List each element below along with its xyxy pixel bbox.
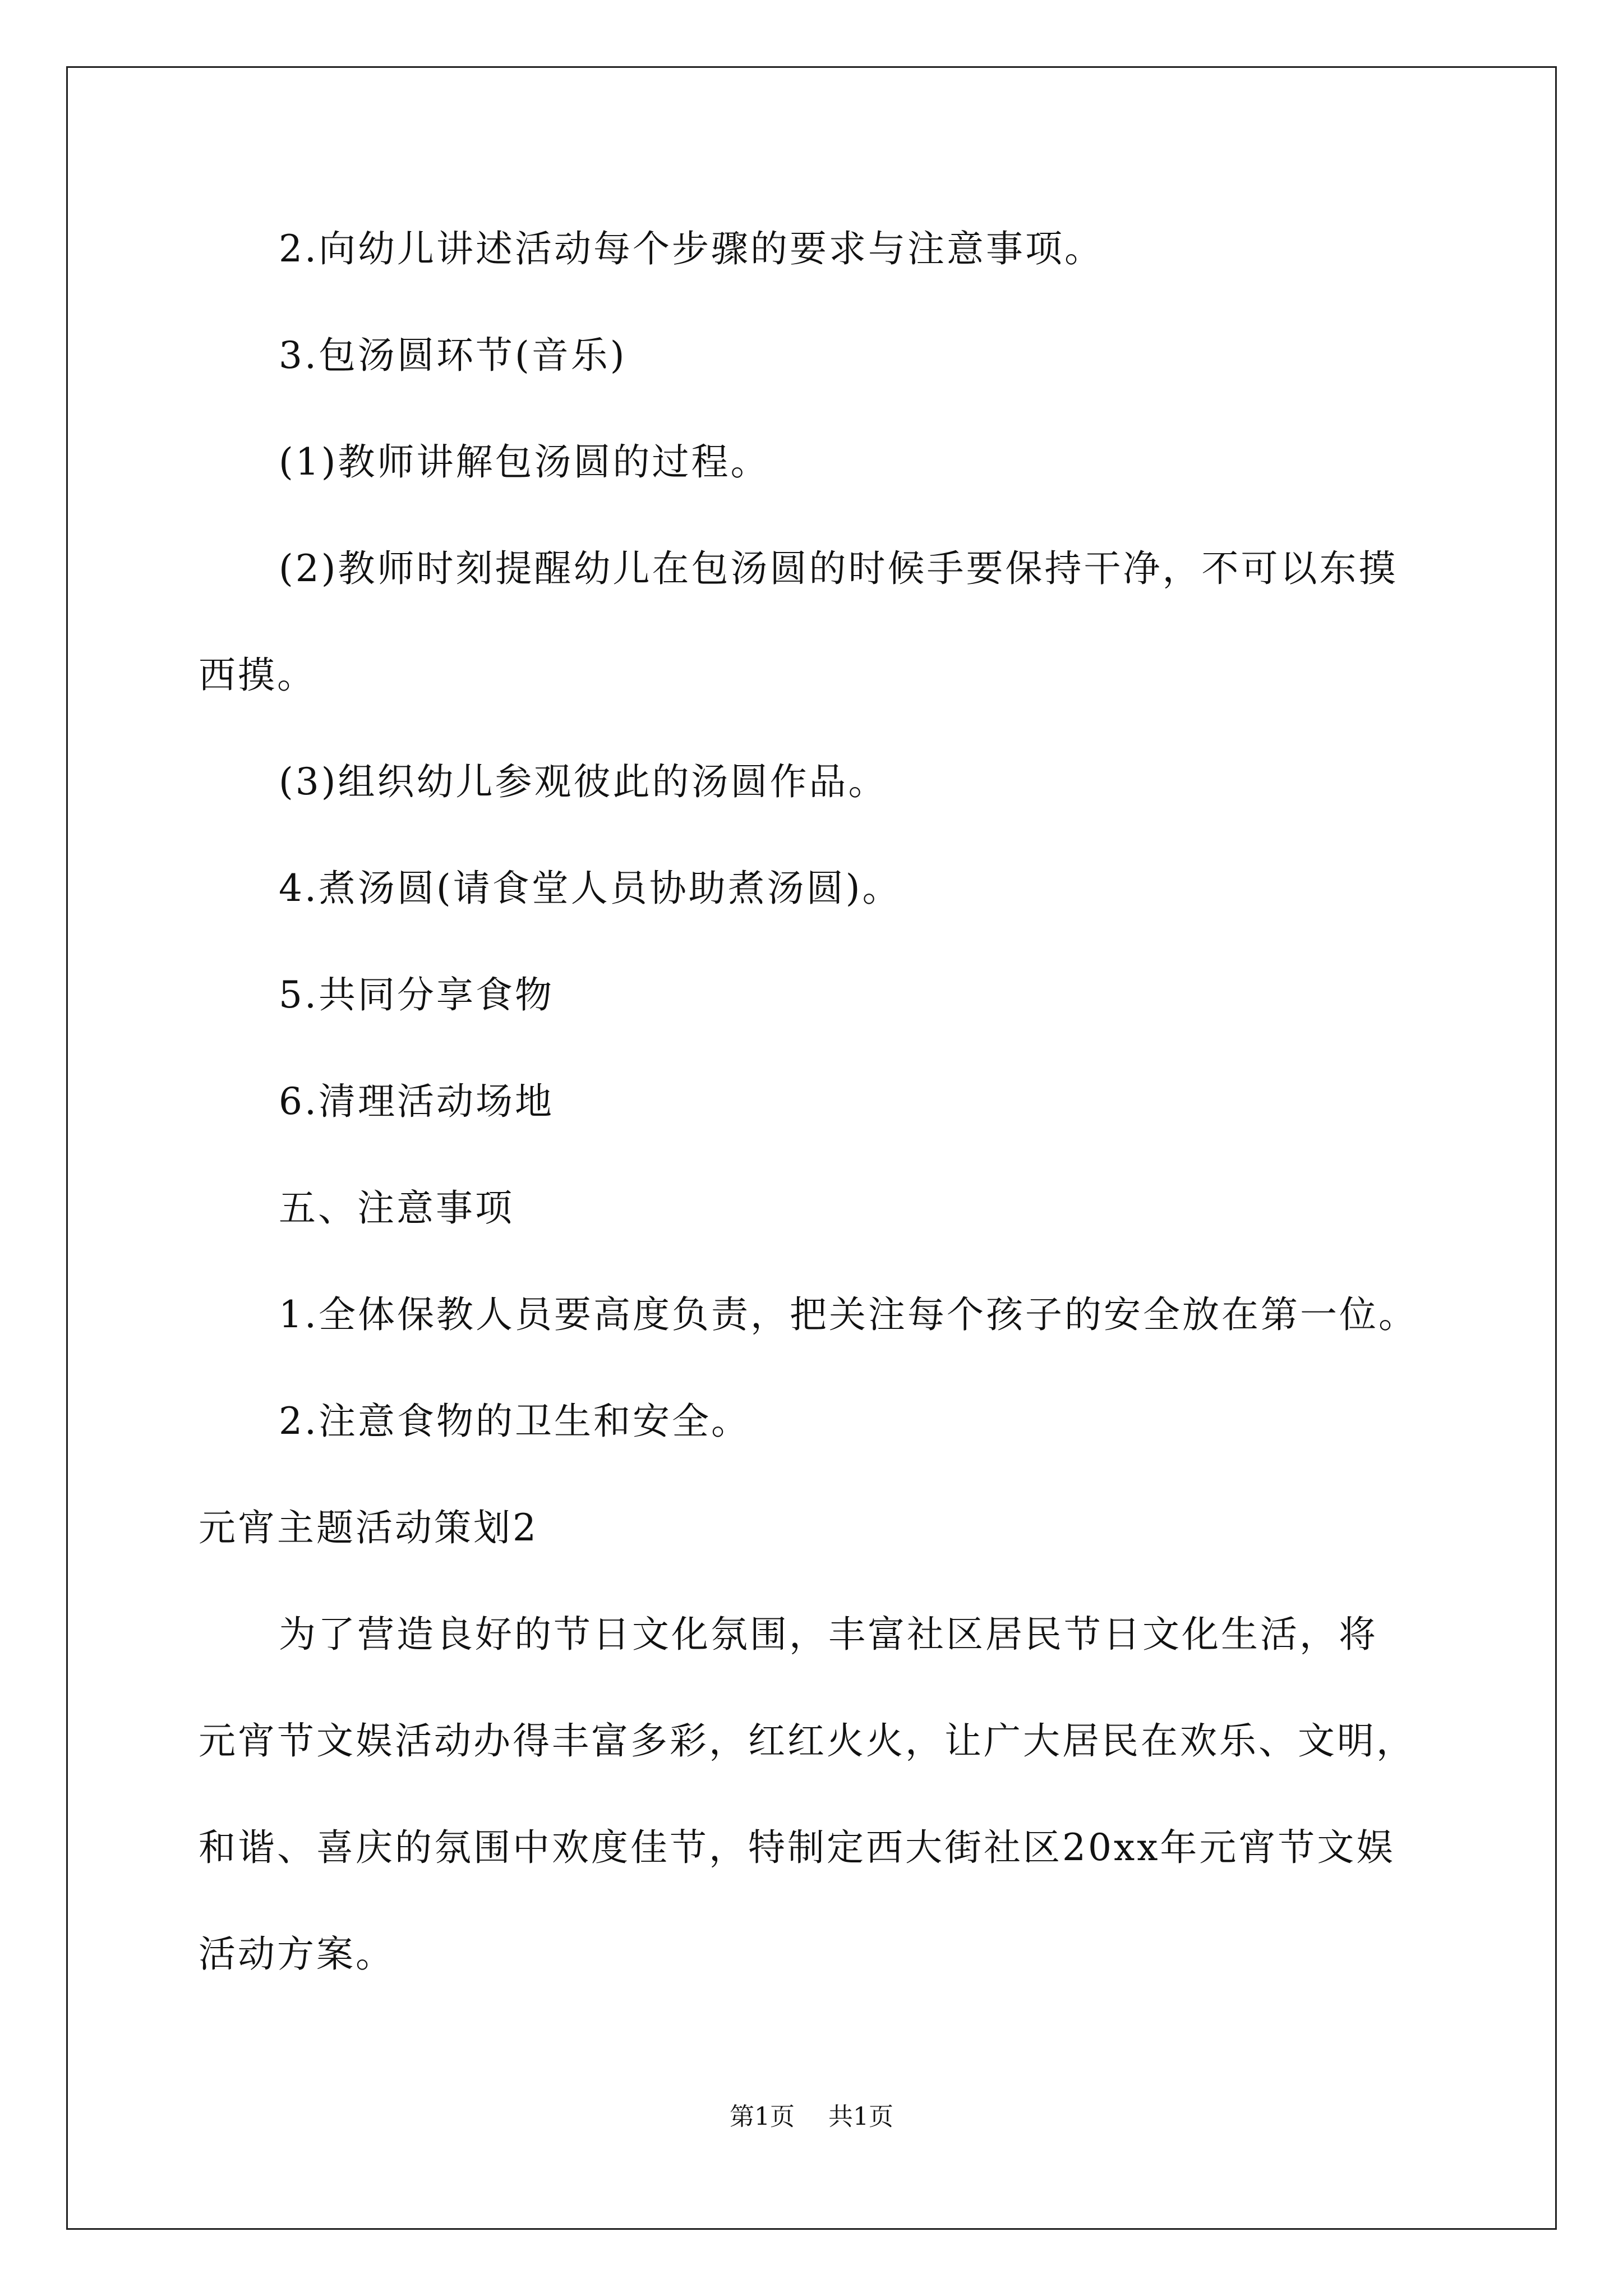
page-border [66,66,1557,2230]
page-number: 第1页 [730,2102,795,2131]
paragraph-line-1: 为了营造良好的节日文化氛围，丰富社区居民节日文化生活，将 [279,1613,1378,1656]
paragraph-line-2: 元宵节文娱活动办得丰富多彩，红红火火，让广大居民在欢乐、文明， [199,1719,1415,1763]
note-item-1: 1.全体保教人员要高度负责，把关注每个孩子的安全放在第一位。 [279,1293,1418,1336]
paragraph-line-4: 活动方案。 [199,1932,395,1976]
sub-item-3: (3)组织幼儿参观彼此的汤圆作品。 [279,760,888,803]
note-item-2: 2.注意食物的卫生和安全。 [279,1400,750,1443]
page-total: 共1页 [828,2102,893,2131]
paragraph-line-3: 和谐、喜庆的氛围中欢度佳节，特制定西大街社区20xx年元宵节文娱 [199,1826,1396,1869]
list-item-step-6: 6.清理活动场地 [279,1080,554,1123]
section-heading-notes: 五、注意事项 [279,1186,514,1230]
sub-item-2: (2)教师时刻提醒幼儿在包汤圆的时候手要保持干净，不可以东摸 [279,547,1398,590]
document-title-2: 元宵主题活动策划2 [199,1506,538,1549]
list-item-step-3: 3.包汤圆环节(音乐) [279,334,627,377]
sub-item-2-continued: 西摸。 [199,654,316,697]
list-item-step-2: 2.向幼儿讲述活动每个步骤的要求与注意事项。 [279,227,1104,270]
page-footer [0,2102,1623,2131]
list-item-step-5: 5.共同分享食物 [279,973,554,1016]
list-item-step-4: 4.煮汤圆(请食堂人员协助煮汤圆)。 [279,867,902,910]
sub-item-1: (1)教师讲解包汤圆的过程。 [279,440,770,484]
